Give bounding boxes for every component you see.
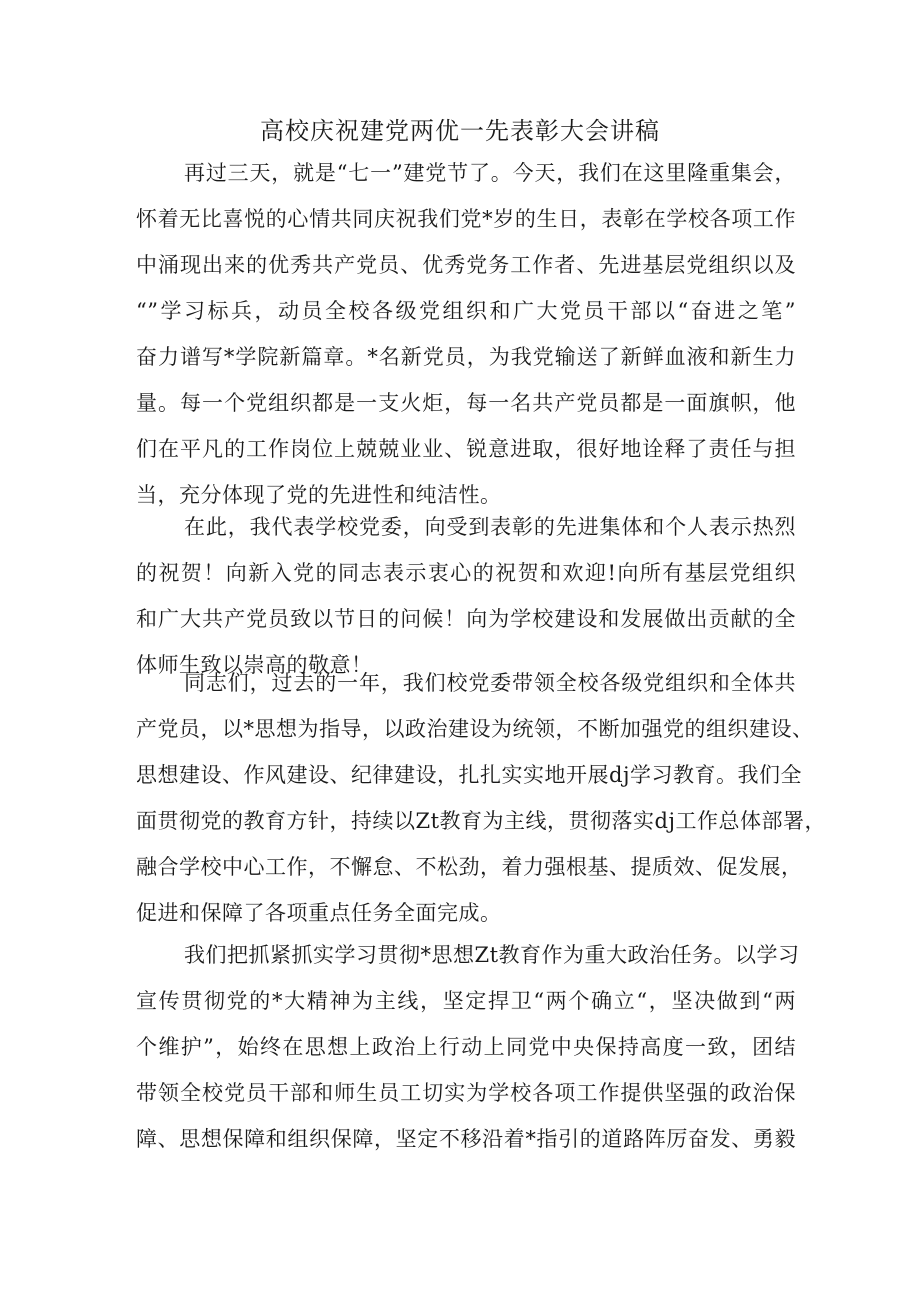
text-line: 在此，我代表学校党委，向受到表彰的先进集体和个人表示热烈 xyxy=(184,515,796,539)
text-line: 面贯彻党的教育方针，持续以Zt教育为主线，贯彻落实dj工作总体部署， xyxy=(136,809,826,833)
text-line: 障、思想保障和组织保障，坚定不移沿着*指引的道路阵厉奋发、勇毅 xyxy=(136,1127,796,1151)
text-line: 促进和保障了各项重点任务全面完成。 xyxy=(136,901,502,925)
paragraph-1 xyxy=(136,150,796,518)
text-line: 产党员，以*思想为指导，以政治建设为统领，不断加强党的组织建设、 xyxy=(136,717,814,741)
paragraph-4 xyxy=(136,932,800,1162)
text-line: 体师生致以崇高的敬意！ xyxy=(136,653,373,677)
text-line: 再过三天，就是“七一”建党节了。今天，我们在这里隆重集会， xyxy=(184,161,796,185)
text-line: 奋力谱写*学院新篇章。*名新党员，为我党输送了新鲜血液和新生力 xyxy=(136,345,796,369)
text-line: 个维护”，始终在思想上政治上行动上同党中央保持高度一致，团结 xyxy=(136,1035,796,1059)
text-line: 宣传贯彻党的*大精神为主线，坚定捍卫“两个确立“，坚决做到“两 xyxy=(136,989,796,1013)
text-line: 量。每一个党组织都是一支火炬，每一名共产党员都是一面旗帜，他 xyxy=(136,391,796,415)
text-line: 们在平凡的工作岗位上兢兢业业、锐意进取，很好地诠释了责任与担 xyxy=(136,437,796,461)
document-title: 高校庆祝建党两优一先表彰大会讲稿 xyxy=(260,117,660,145)
text-line: 当，充分体现了党的先进性和纯洁性。 xyxy=(136,483,502,507)
text-line: 同志们，过去的一年，我们校党委带领全校各级党组织和全体共 xyxy=(184,671,796,695)
text-line: “”学习标兵，动员全校各级党组织和广大党员干部以“奋进之笔” xyxy=(136,299,796,323)
text-line: 带领全校党员干部和师生员工切实为学校各项工作提供坚强的政治保 xyxy=(136,1081,796,1105)
paragraph-3 xyxy=(136,660,826,936)
text-line: 中涌现出来的优秀共产党员、优秀党务工作者、先进基层党组织以及 xyxy=(136,253,796,277)
text-line: 思想建设、作风建设、纪律建设，扎扎实实地开展dj学习教育。我们全 xyxy=(136,763,802,787)
text-line: 和广大共产党员致以节日的问候！向为学校建设和发展做出贡献的全 xyxy=(136,607,796,631)
text-line: 怀着无比喜悦的心情共同庆祝我们党*岁的生日，表彰在学校各项工作 xyxy=(136,207,796,231)
text-line: 融合学校中心工作，不懈怠、不松劲，着力强根基、提质效、促发展， xyxy=(136,855,803,879)
text-line: 的祝贺！向新入党的同志表示衷心的祝贺和欢迎!向所有基层党组织 xyxy=(136,561,796,585)
text-line: 我们把抓紧抓实学习贯彻*思想Zt教育作为重大政治任务。以学习 xyxy=(184,943,800,967)
